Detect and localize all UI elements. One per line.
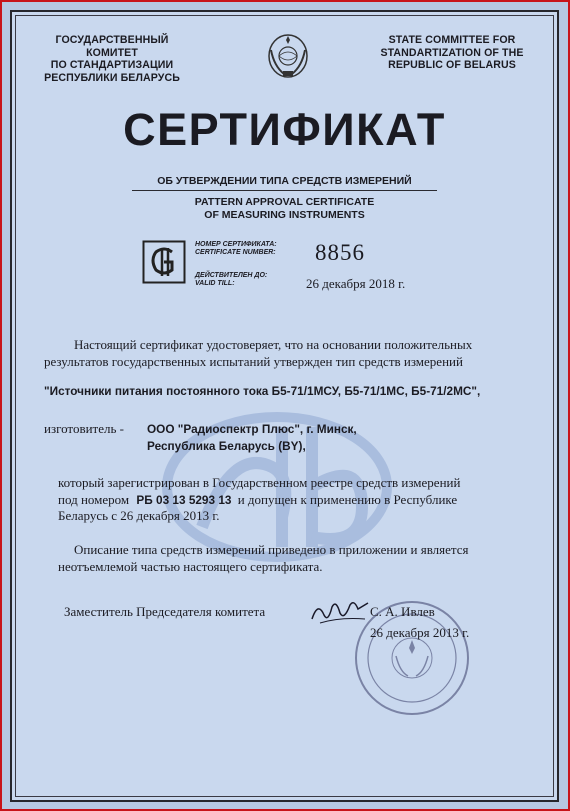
registry-line-3: Беларусь с 26 декабря 2013 г. (58, 508, 220, 523)
body-line: результатов государственных испытаний утвержден тип средств измерений (44, 354, 463, 369)
certificate-page (10, 10, 559, 802)
label-line: CERTIFICATE NUMBER: (195, 249, 276, 257)
state-emblem-icon (266, 30, 310, 80)
registry-suffix: и допущен к применению в Республике (237, 492, 458, 507)
subtitle-ru: ОБ УТВЕРЖДЕНИИ ТИПА СРЕДСТВ ИЗМЕРЕНИЙ (157, 175, 412, 187)
manufacturer-country: Республика Беларусь (BY), (147, 439, 306, 453)
registry-line-2 (58, 492, 457, 508)
body-paragraph-3-cont: неотъемлемой частью настоящего сертификата. (58, 559, 323, 574)
valid-till-date: 26 декабря 2018 г. (306, 276, 406, 291)
label-line: НОМЕР СЕРТИФИКАТА: (195, 241, 277, 248)
label-line: VALID TILL: (195, 280, 235, 288)
label-line: ДЕЙСТВИТЕЛЕН ДО: (195, 272, 268, 279)
issuer-line: STANDARTIZATION OF THE (380, 46, 524, 59)
cert-number-label (195, 241, 277, 258)
certification-mark-icon (142, 240, 186, 284)
registry-prefix: под номером (58, 492, 130, 507)
instrument-name: "Источники питания постоянного тока Б5-71/1МСУ, Б5-71/1МС, Б5-71/2МС", (44, 384, 481, 398)
issuer-line: ПО СТАНДАРТИЗАЦИИ (50, 59, 174, 71)
subtitle-en (12, 196, 557, 222)
signature-date: 26 декабря 2013 г. (370, 625, 470, 640)
body-paragraph-1-cont (44, 354, 463, 370)
issuer-line: РЕСПУБЛИКИ БЕЛАРУСЬ (44, 71, 180, 84)
signatory-position: Заместитель Председателя комитета (64, 604, 266, 619)
registry-number: РБ 03 13 5293 13 (136, 493, 232, 507)
certificate-number: 8856 (315, 240, 365, 265)
issuer-line: REPUBLIC OF BELARUS (388, 59, 516, 71)
manufacturer-label: изготовитель - (44, 421, 124, 436)
manufacturer-name: ООО "Радиоспектр Плюс", г. Минск, (147, 422, 357, 436)
subtitle-en-line: PATTERN APPROVAL CERTIFICATE (194, 196, 375, 208)
signatory-name: С. А. Ивлев (370, 604, 435, 619)
body-paragraph-1 (74, 337, 472, 353)
issuer-line: STATE COMMITTEE FOR (388, 34, 516, 46)
issuer-name-en (367, 34, 537, 72)
document-title: СЕРТИФИКАТ (123, 104, 446, 155)
issuer-line: ГОСУДАРСТВЕННЫЙ КОМИТЕТ (55, 34, 169, 59)
body-paragraph-3: Описание типа средств измерений приведено в приложении и является (74, 542, 469, 557)
issuer-name-ru (32, 34, 192, 84)
registry-line-1: который зарегистрирован в Государственном реестре средств измерений (58, 475, 461, 490)
valid-till-label (195, 272, 267, 289)
divider (132, 190, 437, 191)
subtitle-en-line: OF MEASURING INSTRUMENTS (204, 209, 365, 221)
body-line: Настоящий сертификат удостоверяет, что на основании положительных (74, 337, 473, 352)
